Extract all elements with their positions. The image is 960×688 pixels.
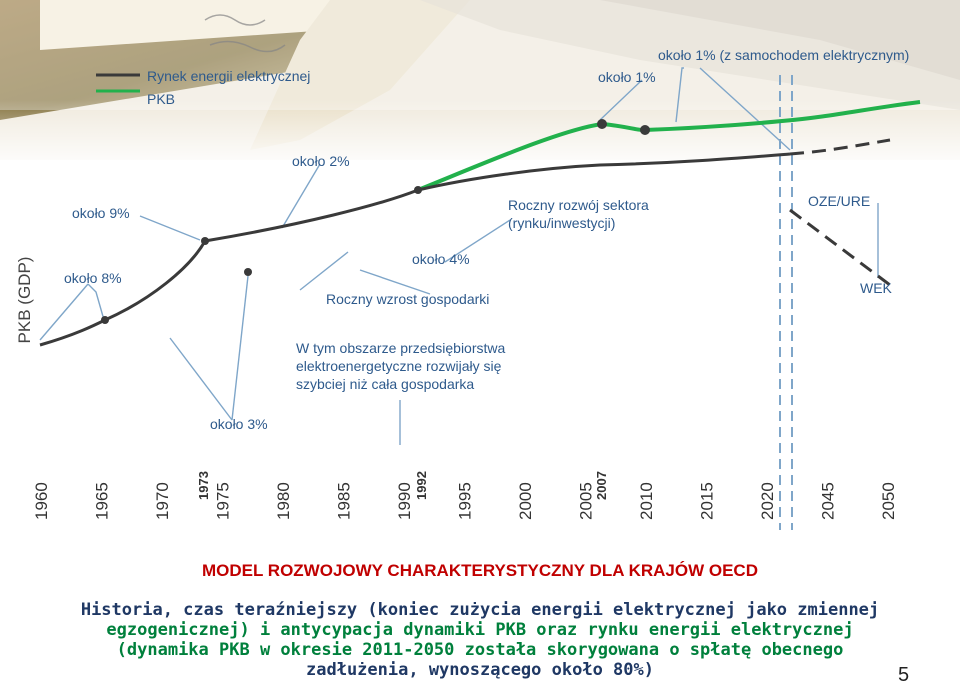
year-label-1965: 1965 <box>92 482 112 520</box>
body-line-2: egzogenicznej) i antycypacja dynamiki PKB oraz rynku energii elektrycznej <box>106 620 854 640</box>
page-number: 5 <box>898 664 910 686</box>
annotation-region-note-l3: szybciej niż cała gospodarka <box>296 376 475 392</box>
year-label-2020: 2020 <box>758 482 777 520</box>
market-curve <box>40 154 790 345</box>
annotation-region-note-l2: elektroenergetyczne rozwijały się <box>296 358 502 374</box>
annotation-oze-ure: OZE/URE <box>808 193 871 209</box>
market-forecast-wek-dashed <box>790 210 890 285</box>
callout-line-8pct <box>88 284 104 320</box>
annotation-about-9-pct: około 9% <box>72 205 130 221</box>
annotation-region-note-l1: W tym obszarze przedsiębiorstwa <box>296 340 506 356</box>
background-photo <box>0 0 960 170</box>
annotation-wek: WEK <box>860 280 892 296</box>
year-label-2050: 2050 <box>879 482 898 520</box>
annotation-economy-growth: Roczny wzrost gospodarki <box>326 291 490 307</box>
marker-2007 <box>597 119 607 129</box>
callout-line-economy <box>300 252 348 290</box>
year-label-2045: 2045 <box>818 482 838 520</box>
year-label-2010: 2010 <box>637 482 656 520</box>
callout-line-3pct-b <box>232 276 248 420</box>
annotation-about-8-pct: około 8% <box>64 270 122 286</box>
slide-body <box>0 600 960 680</box>
annotation-sector-growth-l1: Roczny rozwój sektora <box>508 197 649 213</box>
annotation-sector-growth-l2: (rynku/inwestycji) <box>508 215 616 231</box>
highlight-year-1992: 1992 <box>414 471 429 500</box>
year-label-1990: 1990 <box>395 482 414 520</box>
marker-2010 <box>640 125 650 135</box>
year-label-2005: 2005 <box>576 482 596 520</box>
year-label-1980: 1980 <box>274 482 293 520</box>
annotation-about-3-pct: około 3% <box>210 416 268 432</box>
slide-title: MODEL ROZWOJOWY CHARAKTERYSTYCZNY DLA KRAJÓW OECD <box>202 561 758 580</box>
year-label-1995: 1995 <box>455 482 475 520</box>
marker-1974 <box>244 268 252 276</box>
year-label-1960: 1960 <box>32 482 51 520</box>
callout-line-3pct <box>170 338 232 420</box>
legend-gdp-label: PKB <box>147 91 176 107</box>
marker-1965 <box>101 316 109 324</box>
annotation-about-1-pct: około 1% <box>598 69 656 85</box>
marker-1992 <box>414 186 422 194</box>
marker-1973 <box>201 237 209 245</box>
annotation-about-2-pct: około 2% <box>292 153 350 169</box>
year-label-2000: 2000 <box>516 482 535 520</box>
legend-market-label: Rynek energii elektrycznej <box>147 68 311 84</box>
year-label-1985: 1985 <box>334 482 354 520</box>
year-label-1975: 1975 <box>213 482 233 520</box>
body-line-1: Historia, czas teraźniejszy (koniec zużycia energii elektrycznej jako zmiennej <box>80 600 880 620</box>
highlight-year-1973: 1973 <box>196 471 211 500</box>
year-axis <box>32 471 898 520</box>
annotation-about-1-pct-ev: około 1% (z samochodem elektrycznym) <box>658 47 910 63</box>
year-label-1970: 1970 <box>153 482 172 520</box>
y-axis-label: PKB (GDP) <box>15 256 34 344</box>
body-line-3: (dynamika PKB w okresie 2011-2050 została skorygowana o spłatę obecnego <box>116 640 844 660</box>
callout-line-9pct <box>140 216 200 240</box>
highlight-year-2007: 2007 <box>594 471 609 500</box>
annotation-about-4-pct: około 4% <box>412 251 470 267</box>
body-line-4: zadłużenia, wynoszącego około 80%) <box>306 660 654 680</box>
year-label-2015: 2015 <box>697 482 717 520</box>
